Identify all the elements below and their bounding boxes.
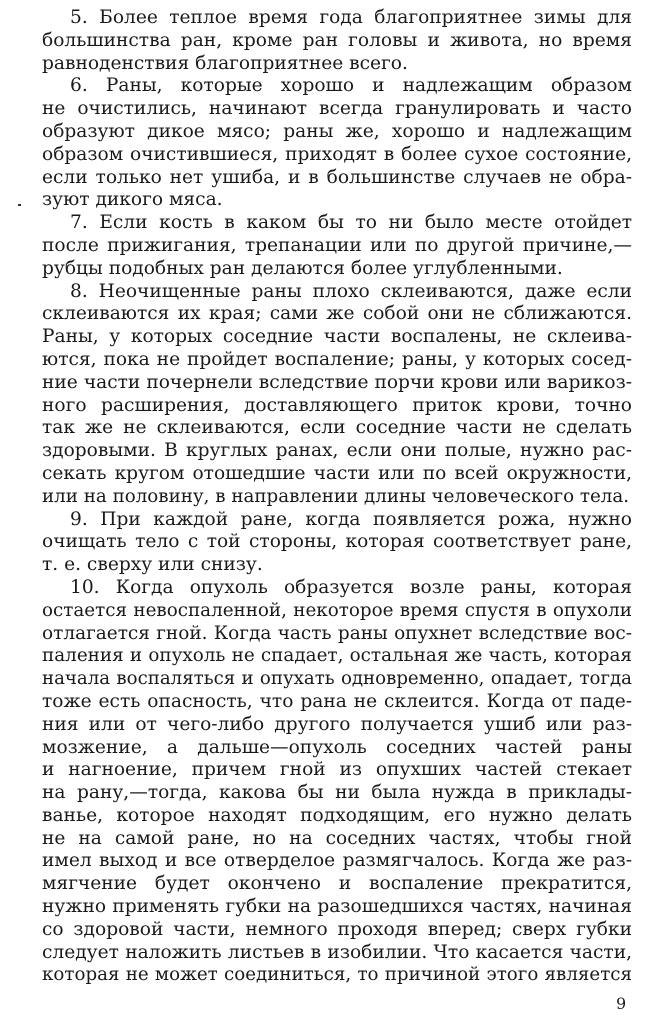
text-line: ние части почернели вследствие порчи крови или варикоз-: [42, 371, 632, 393]
text-line: 10. Когда опухоль образуется возле раны, которая: [70, 576, 632, 598]
text-line: 9. При каждой ране, когда появляется рожа, нужно: [70, 508, 632, 530]
text-line: 6. Раны, которые хорошо и надлежащим образом: [70, 75, 632, 97]
text-line: равноденствия благоприятнее всего.: [42, 52, 408, 74]
margin-mark: [18, 204, 21, 206]
text-line: отлагается гной. Когда часть раны опухнет вследствие вос-: [42, 622, 632, 644]
text-line: мозжение, а дальше—опухоль соседних частей раны: [42, 736, 632, 758]
text-line: очищать тело с той стороны, которая соответствует ране,: [42, 531, 632, 553]
text-line: Раны, у которых соседние части воспалены, не склеива-: [42, 326, 632, 348]
text-line: следует наложить листьев в изобилии. Что касается части,: [42, 941, 632, 963]
text-line: которая не может соединиться, то причиной этого является: [42, 964, 632, 986]
text-line: или на половину, в направлении длины человеческого тела.: [42, 485, 630, 507]
text-line: секать кругом отошедшие части или по всей окружности,: [42, 462, 632, 484]
text-line: не на самой ране, но на соседних частях, чтобы гной: [42, 827, 632, 849]
text-line: начала воспаляться и опухать одновременно, опадает, тогда: [42, 668, 632, 690]
text-line: не очистились, начинают всегда гранулировать и часто: [42, 98, 632, 120]
text-line: 5. Более теплое время года благоприятнее зимы для: [70, 7, 632, 28]
text-line: так же не склеиваются, если соседние части не сделать: [42, 417, 632, 439]
text-line: большинства ран, кроме ран головы и живота, но время: [42, 29, 632, 51]
text-line: образуют дикое мясо; раны же, хорошо и надлежащим: [42, 120, 632, 142]
text-line: мягчение будет окончено и воспаление прекратится,: [42, 873, 632, 895]
text-line: ванье, которое находят подходящим, его нужно делать: [42, 804, 632, 826]
text-line: паления и опухоль не спадает, остальная же часть, которая: [42, 645, 632, 667]
page-number: 9: [616, 994, 627, 1013]
text-line: зуют дикого мяса.: [42, 189, 223, 211]
text-line: со здоровой части, немного проходя вперед; сверх губки: [42, 918, 632, 940]
text-line: 8. Неочищенные раны плохо склеиваются, даже если: [70, 280, 632, 302]
text-line: ного расширения, доставляющего приток крови, точно: [42, 394, 632, 416]
text-line: и нагноение, причем гной из опухших частей стекает: [42, 759, 632, 781]
text-line: рубцы подобных ран делаются более углубленными.: [42, 257, 563, 279]
page-text: [42, 7, 632, 987]
text-line: на рану,—тогда, какова бы ни была нужда в приклады-: [42, 782, 632, 804]
text-line: имел выход и все отверделое размягчалось. Когда же раз-: [42, 850, 632, 872]
text-line: т. е. сверху или снизу.: [42, 554, 263, 576]
text-line: образом очистившиеся, приходят в более сухое состояние,: [42, 143, 632, 165]
text-line: склеиваются их края; сами же собой они не сближаются.: [42, 303, 632, 325]
text-line: ются, пока не пройдет воспаление; раны, у которых сосед-: [42, 348, 632, 370]
text-line: ния или от чего-либо другого получается ушиб или раз-: [42, 713, 632, 735]
text-line: здоровыми. В круглых ранах, если они полые, нужно рас-: [42, 440, 632, 462]
text-line: после прижигания, трепанации или по другой причине,—: [42, 234, 632, 256]
text-line: 7. Если кость в каком бы то ни было месте отойдет: [70, 212, 632, 234]
text-line: нужно применять губки на разошедшихся частях, начиная: [42, 896, 632, 918]
text-line: остается невоспаленной, некоторое время спустя в опухоли: [42, 599, 632, 621]
text-line: тоже есть опасность, что рана не склеится. Когда от паде-: [42, 690, 632, 712]
text-line: если только нет ушиба, и в большинстве случаев не обра-: [42, 166, 632, 188]
